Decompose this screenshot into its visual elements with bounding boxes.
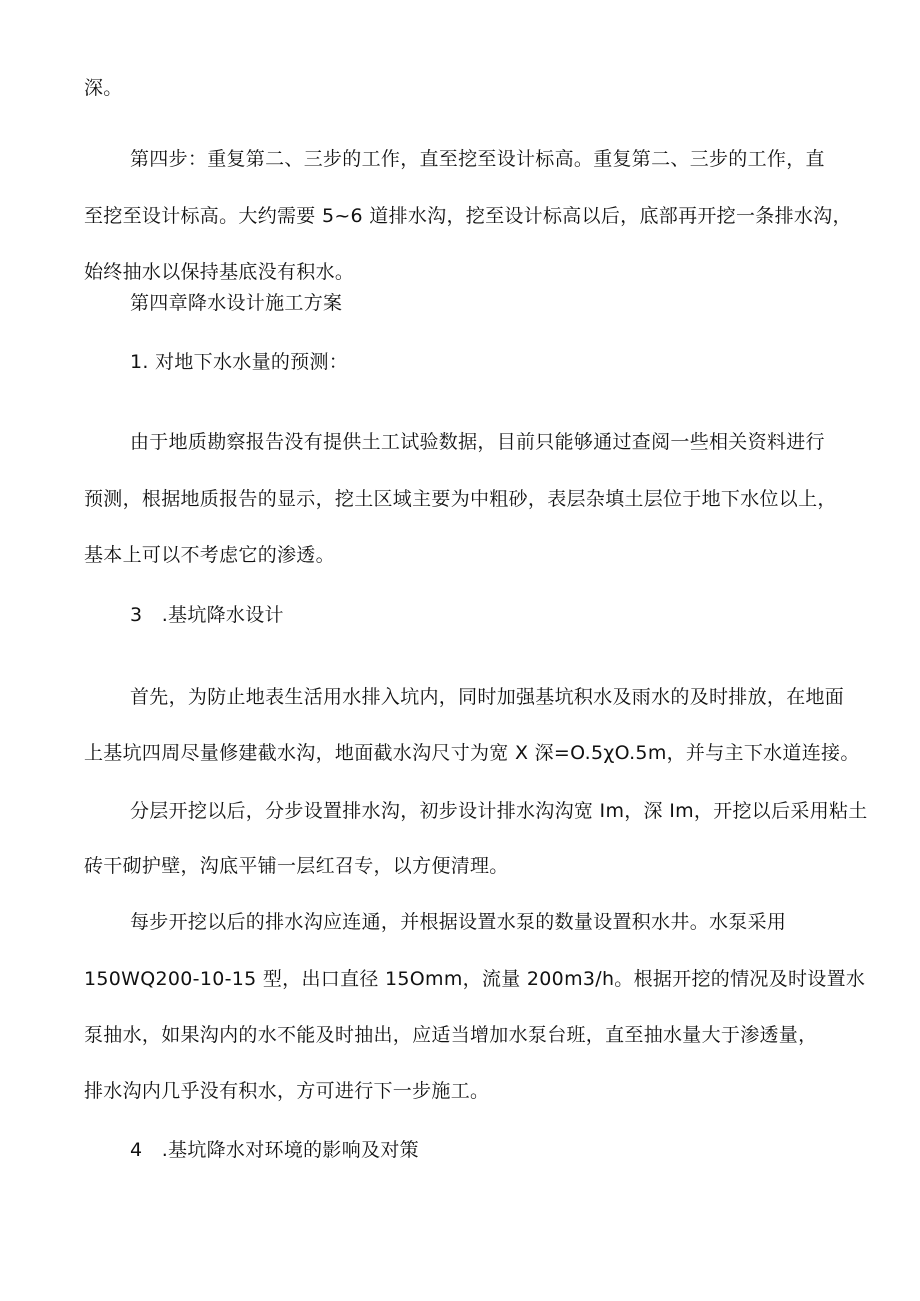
text-line-1: 深。 (84, 77, 123, 99)
text-line-8: 预测，根据地质报告的显示，挖土区域主要为中粗砂，表层杂填土层位于地下水位以上， (84, 488, 837, 510)
text-line-16: 150WQ200-10-15 型，出口直径 15Omm，流量 200m3∕h。根据开挖的情况及时设置水 (84, 968, 866, 990)
subheading-1: 1. 对地下水水量的预测： (130, 351, 349, 373)
text-line-17: 泵抽水，如果沟内的水不能及时抽出，应适当增加水泵台班，直至抽水量大于渗透量， (84, 1024, 818, 1046)
text-line-11: 首先，为防止地表生活用水排入坑内，同时加强基坑积水及雨水的及时排放，在地面 (130, 686, 845, 708)
subheading-4: 4 .基坑降水对环境的影响及对策 (130, 1139, 419, 1161)
text-line-7: 由于地质勘察报告没有提供土工试验数据，目前只能够通过查阅一些相关资料进行 (130, 431, 825, 453)
section-heading-chapter4: 第四章降水设计施工方案 (130, 292, 343, 314)
text-line-12: 上基坑四周尽量修建截水沟，地面截水沟尺寸为宽 X 深=O.5χO.5m，并与主下水道连接。 (84, 742, 860, 764)
text-line-13: 分层开挖以后，分步设置排水沟，初步设计排水沟沟宽 Im，深 Im，开挖以后采用粘土 (130, 800, 868, 822)
text-line-18: 排水沟内几乎没有积水，方可进行下一步施工。 (84, 1080, 490, 1102)
text-line-9: 基本上可以不考虑它的渗透。 (84, 544, 335, 566)
text-line-2: 第四步：重复第二、三步的工作，直至挖至设计标高。重复第二、三步的工作，直 (130, 148, 825, 170)
text-line-3: 至挖至设计标高。大约需要 5~6 道排水沟，挖至设计标高以后，底部再开挖一条排水沟， (84, 205, 852, 227)
subheading-3: 3 .基坑降水设计 (130, 604, 284, 626)
text-line-14: 砖干砌护壁，沟底平铺一层红召专，以方便清理。 (84, 855, 509, 877)
text-line-15: 每步开挖以后的排水沟应连通，并根据设置水泵的数量设置积水井。水泵采用 (130, 911, 787, 933)
text-line-4: 始终抽水以保持基底没有积水。 (84, 261, 355, 283)
